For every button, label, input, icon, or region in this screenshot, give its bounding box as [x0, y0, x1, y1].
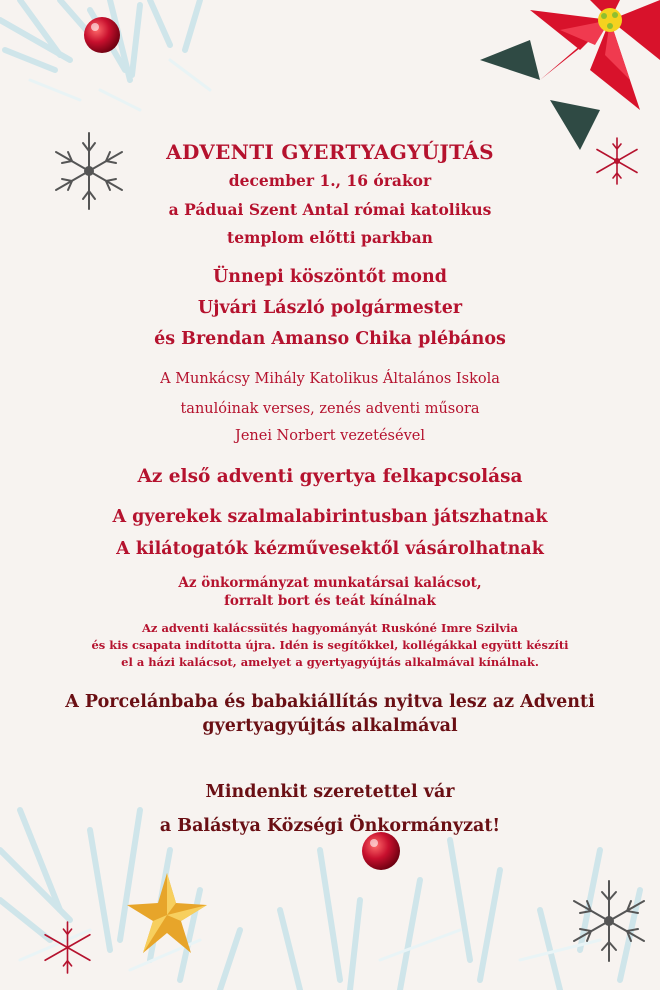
event-title: ADVENTI GYERTYAGYÚJTÁS — [166, 140, 494, 164]
baking-tradition-line2: és kis csapata indította újra. Idén is segítőkkel, kollégákkal együtt készíti — [91, 638, 569, 652]
closing-line2: a Balástya Községi Önkormányzat! — [159, 816, 501, 836]
children-activity: A gyerekek szalmalabirintusban játszhatnak — [112, 507, 548, 527]
greeting-line3: és Brendan Amanso Chika plébános — [154, 329, 506, 349]
refreshments-line2: forralt bort és teát kínálnak — [224, 593, 436, 609]
visitors-shopping: A kilátogatók kézművesektől vásárolhatnak — [116, 539, 544, 559]
event-location-line1: a Páduai Szent Antal római katolikus — [168, 200, 492, 219]
porcelain-exhibit-line2: gyertyagyújtás alkalmával — [202, 716, 458, 736]
event-date: december 1., 16 órakor — [228, 171, 432, 190]
greeting-line2: Ujvári László polgármester — [197, 298, 463, 318]
baking-tradition-line3: el a házi kalácsot, amelyet a gyertyagyújtás alkalmával kínálnak. — [121, 655, 539, 669]
baking-tradition-line1: Az adventi kalácssütés hagyományát Ruskóné Imre Szilvia — [141, 621, 518, 635]
closing-line1: Mindenkit szeretettel vár — [205, 782, 455, 802]
event-location-line2: templom előtti parkban — [227, 228, 433, 247]
candle-lighting: Az első adventi gyertya felkapcsolása — [137, 466, 523, 487]
greeting-line1: Ünnepi köszöntőt mond — [213, 267, 447, 287]
refreshments-line1: Az önkormányzat munkatársai kalácsot, — [178, 575, 482, 591]
school-program-line1: A Munkácsy Mihály Katolikus Általános Iskola — [160, 371, 500, 387]
school-program-line3: Jenei Norbert vezetésével — [235, 428, 425, 444]
school-program-line2: tanulóinak verses, zenés adventi műsora — [180, 401, 480, 417]
porcelain-exhibit-line1: A Porcelánbaba és babakiállítás nyitva lesz az Adventi — [65, 692, 595, 712]
